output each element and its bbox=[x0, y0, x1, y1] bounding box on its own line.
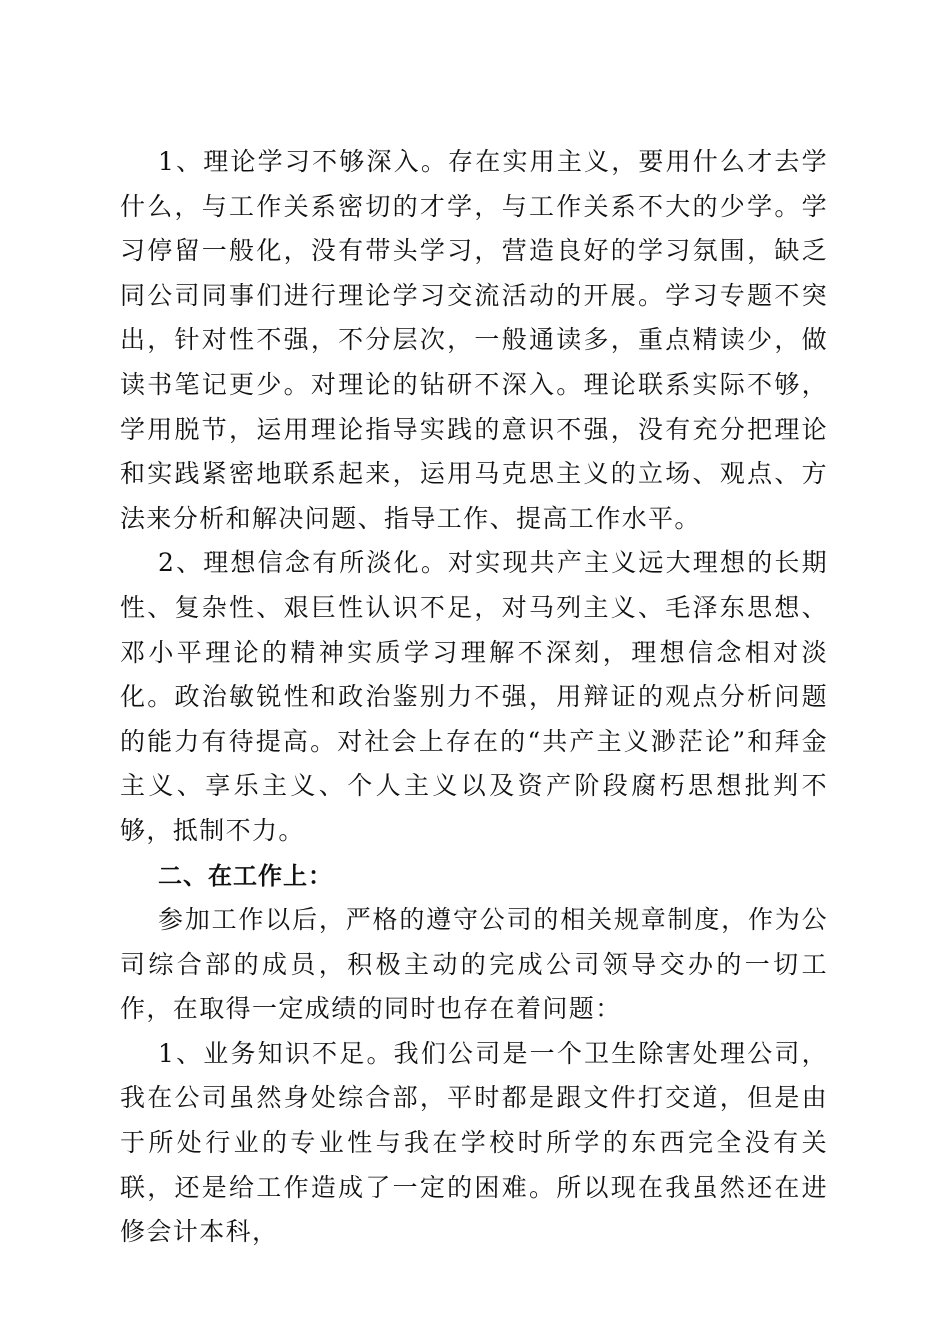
section-heading-work: 二、在工作上： bbox=[158, 861, 333, 890]
paragraph-business-knowledge: 1、业务知识不足。我们公司是一个卫生除害处理公司，我在公司虽然身处综合部，平时都是跟文件打交道，但是由于所处行业的专业性与我在学校时所学的东西完全没有关联，还是给工作造成了一定的困难。所以现在我虽然还在进修会计本科， bbox=[120, 1038, 828, 1247]
paragraph-work-intro: 参加工作以后，严格的遵守公司的相关规章制度，作为公司综合部的成员，积极主动的完成公司领导交办的一切工作，在取得一定成绩的同时也存在着问题： bbox=[120, 905, 828, 1024]
document-page bbox=[120, 140, 828, 1255]
paragraph-ideals-beliefs: 2、理想信念有所淡化。对实现共产主义远大理想的长期性、复杂性、艰巨性认识不足，对马列主义、毛泽东思想、邓小平理论的精神实质学习理解不深刻，理想信念相对淡化。政治敏锐性和政治鉴别力不强，用辩证的观点分析问题的能力有待提高。对社会上存在的“共产主义渺茫论”和拜金主义、享乐主义、个人主义以及资产阶段腐朽思想批判不够，抵制不力。 bbox=[120, 548, 828, 845]
paragraph-theory-study: 1、理论学习不够深入。存在实用主义，要用什么才去学什么，与工作关系密切的才学，与工作关系不大的少学。学习停留一般化，没有带头学习，营造良好的学习氛围，缺乏同公司同事们进行理论学习交流活动的开展。学习专题不突出，针对性不强，不分层次，一般通读多，重点精读少，做读书笔记更少。对理论的钻研不深入。理论联系实际不够，学用脱节，运用理论指导实践的意识不强，没有充分把理论和实践紧密地联系起来，运用马克思主义的立场、观点、方法来分析和解决问题、指导工作、提高工作水平。 bbox=[120, 147, 828, 533]
